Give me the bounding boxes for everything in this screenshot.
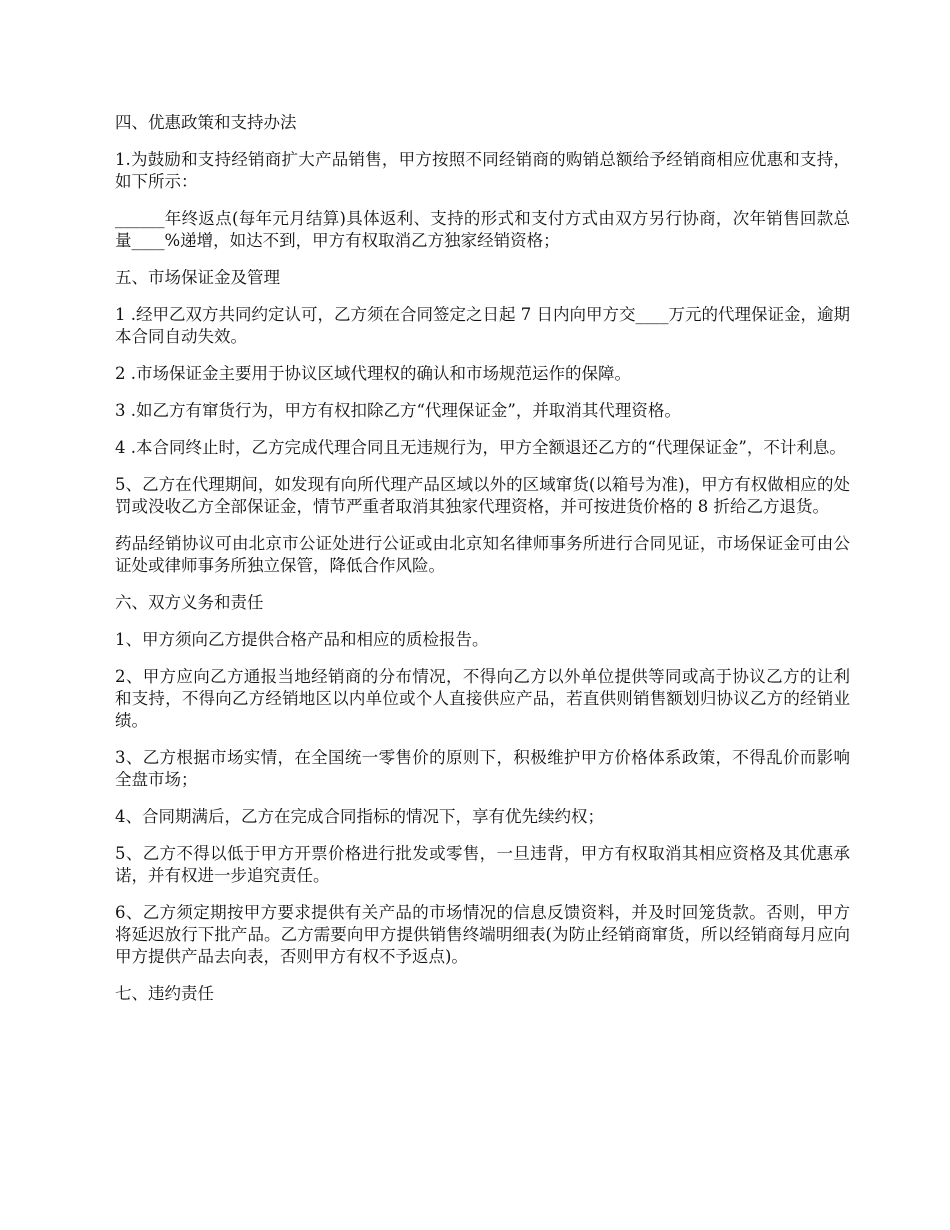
paragraph-5-2: 2 .市场保证金主要用于协议区域代理权的确认和市场规范运作的保障。 bbox=[115, 364, 631, 383]
paragraph-5-5: 5、乙方在代理期间，如发现有向所代理产品区域以外的区域窜货(以箱号为准)，甲方有权做相应的处罚或没收乙方全部保证金，情节严重者取消其独家代理资格，并可按进货价格的 8 折给乙方退货。 bbox=[115, 475, 850, 516]
paragraph-6-5: 5、乙方不得以低于甲方开票价格进行批发或零售，一旦违背，甲方有权取消其相应资格及其优惠承诺，并有权进一步追究责任。 bbox=[115, 844, 850, 885]
section-heading-5: 五、市场保证金及管理 bbox=[115, 268, 280, 287]
section-heading-6: 六、双方义务和责任 bbox=[115, 593, 264, 612]
paragraph-5-3: 3 .如乙方有窜货行为，甲方有权扣除乙方“代理保证金”，并取消其代理资格。 bbox=[115, 401, 681, 420]
paragraph-4-rebate: ______年终返点(每年元月结算)具体返利、支持的形式和支付方式由双方另行协商，次年销售回款总量____%递增，如达不到，甲方有权取消乙方独家经销资格； bbox=[115, 209, 850, 250]
paragraph-6-3: 3、乙方根据市场实情，在全国统一零售价的原则下，积极维护甲方价格体系政策，不得乱价而影响全盘市场； bbox=[115, 748, 850, 789]
paragraph-5-4: 4 .本合同终止时，乙方完成代理合同且无违规行为，甲方全额退还乙方的“代理保证金”，不计利息。 bbox=[115, 438, 846, 457]
paragraph-6-2: 2、甲方应向乙方通报当地经销商的分布情况，不得向乙方以外单位提供等同或高于协议乙方的让利和支持，不得向乙方经销地区以内单位或个人直接供应产品，若直供则销售额划归协议乙方的经销业绩。 bbox=[115, 667, 850, 730]
document-page bbox=[115, 112, 850, 1020]
section-heading-7: 七、违约责任 bbox=[115, 984, 214, 1003]
paragraph-6-6: 6、乙方须定期按甲方要求提供有关产品的市场情况的信息反馈资料，并及时回笼货款。否则，甲方将延迟放行下批产品。乙方需要向甲方提供销售终端明细表(为防止经销商窜货，所以经销商每月应向甲方提供产品去向表，否则甲方有权不予返点)。 bbox=[115, 903, 850, 966]
paragraph-6-4: 4、合同期满后，乙方在完成合同指标的情况下，享有优先续约权； bbox=[115, 807, 604, 826]
paragraph-notary: 药品经销协议可由北京市公证处进行公证或由北京知名律师事务所进行合同见证，市场保证金可由公证处或律师事务所独立保管，降低合作风险。 bbox=[115, 534, 850, 575]
section-heading-4: 四、优惠政策和支持办法 bbox=[115, 113, 297, 132]
paragraph-4-1: 1.为鼓励和支持经销商扩大产品销售，甲方按照不同经销商的购销总额给予经销商相应优惠和支持，如下所示： bbox=[115, 150, 850, 191]
paragraph-6-1: 1、甲方须向乙方提供合格产品和相应的质检报告。 bbox=[115, 630, 489, 649]
paragraph-5-1: 1 .经甲乙双方共同约定认可，乙方须在合同签定之日起 7 日内向甲方交____万元的代理保证金，逾期本合同自动失效。 bbox=[115, 305, 850, 346]
